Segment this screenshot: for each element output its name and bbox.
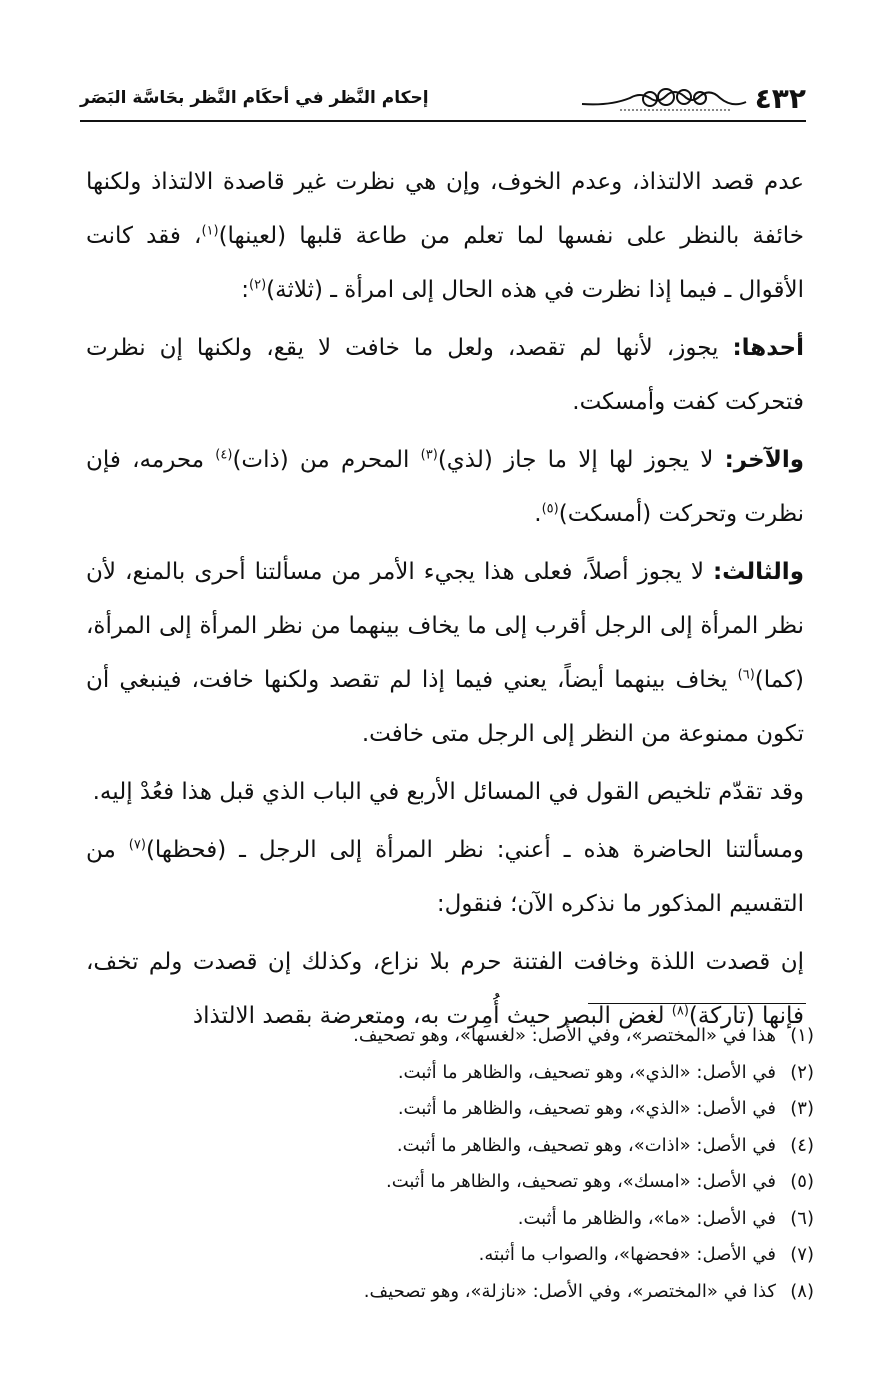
ornament-icon: [580, 84, 748, 114]
footnote-number: (٤): [790, 1134, 814, 1156]
footnote-ref[interactable]: (٥): [541, 501, 559, 517]
text-run: ، فقد كانت الأقوال ـ فيما إذا نظرت في هذه الحال إلى امرأة ـ (ثلاثة): [86, 223, 804, 303]
text-run: ومسألتنا الحاضرة هذه ـ أعني: نظر المرأة إلى الرجل ـ (فحظها): [145, 837, 804, 863]
footnote-2: [86, 1055, 814, 1092]
text-run: لغض البصر حيث أُمِرت به، ومتعرضة بقصد الالتذاذ: [192, 1003, 672, 1029]
footnote-3: [86, 1091, 814, 1128]
text-run: لا يجوز لها إلا ما جاز (لذي): [437, 447, 725, 473]
footnote-ref[interactable]: (٧): [128, 837, 146, 853]
running-title: إحكام النَّظر في أحكَام النَّظر بحَاسَّة البَصَر: [80, 88, 429, 108]
footnote-number: (٧): [790, 1244, 814, 1265]
footnote-ref[interactable]: (٤): [215, 447, 233, 463]
footnote-4: [86, 1128, 814, 1165]
page-number: ٤٣٢: [754, 82, 806, 115]
footnote-7: [86, 1237, 814, 1274]
paragraph-lead: والثالث:: [712, 559, 804, 585]
footnote-number: (٨): [790, 1280, 814, 1302]
page-header: [80, 78, 806, 118]
footnote-ref[interactable]: (١): [201, 223, 219, 239]
footnote-text: في الأصل: «الذي»، وهو تصحيف، والظاهر ما أثبت.: [397, 1061, 776, 1083]
footnote-text: كذا في «المختصر»، وفي الأصل: «نازلة»، وهو تصحيف.: [363, 1280, 776, 1302]
footnote-text: هذا في «المختصر»، وفي الأصل: «لغسها»، وهو تصحيف.: [353, 1025, 776, 1046]
paragraph-lead: أحدها:: [732, 335, 804, 361]
footnote-text: في الأصل: «فحضها»، والصواب ما أثبته.: [478, 1244, 776, 1265]
footnote-number: (٢): [790, 1061, 814, 1083]
footnote-text: في الأصل: «الذي»، وهو تصحيف، والظاهر ما أثبت.: [397, 1098, 776, 1119]
main-text: [86, 155, 804, 1047]
text-run: عدم قصد الالتذاذ، وعدم الخوف، وإن هي نظرت غير قاصدة الالتذاذ ولكنها خائفة بالنظر على نفسها لما تعلم من طاعة قلبها (لعينها): [86, 169, 804, 249]
footnote-1: [86, 1018, 814, 1055]
footnote-8: [86, 1274, 814, 1311]
text-run: :: [241, 277, 249, 303]
footnote-ref[interactable]: (٣): [420, 447, 438, 463]
text-run: يجوز، لأنها لم تقصد، ولعل ما خافت لا يقع، ولكنها إن نظرت فتحركت كفت وأمسكت.: [86, 335, 804, 415]
footnote-ref[interactable]: (٦): [737, 667, 755, 683]
footnote-text: في الأصل: «اذات»، وهو تصحيف، والظاهر ما أثبت.: [396, 1134, 776, 1156]
header-rule: [80, 120, 806, 122]
paragraph-6: [86, 823, 804, 931]
text-run: محرمه، فإن نظرت وتحركت (أمسكت): [86, 447, 804, 527]
footnote-number: (٦): [790, 1207, 814, 1229]
footnote-separator: [588, 1003, 806, 1004]
paragraph-lead: والآخر:: [724, 447, 804, 473]
paragraph-3: [86, 433, 804, 541]
footnote-5: [86, 1164, 814, 1201]
text-run: وقد تقدّم تلخيص القول في المسائل الأربع في الباب الذي قبل هذا فعُدْ إليه.: [92, 779, 804, 805]
text-run: المحرم من (ذات): [232, 447, 421, 473]
paragraph-4: [86, 545, 804, 761]
footnotes: [86, 1018, 814, 1310]
footnote-ref[interactable]: (٨): [671, 1003, 689, 1019]
paragraph-1: [86, 155, 804, 317]
footnote-text: في الأصل: «امسك»، وهو تصحيف، والظاهر ما أثبت.: [385, 1171, 776, 1192]
text-run: .: [534, 501, 542, 527]
footnote-ref[interactable]: (٢): [249, 277, 267, 293]
paragraph-5: [86, 765, 804, 819]
footnote-number: (١): [790, 1025, 814, 1046]
text-run: يخاف بينهما أيضاً، يعني فيما إذا لم تقصد ولكنها خافت، فينبغي أن تكون ممنوعة من النظر إلى الرجل متى خافت.: [86, 667, 804, 747]
footnote-number: (٥): [790, 1171, 814, 1192]
paragraph-2: [86, 321, 804, 429]
footnote-number: (٣): [790, 1098, 814, 1119]
footnote-text: في الأصل: «ما»، والظاهر ما أثبت.: [517, 1207, 776, 1229]
text-run: من التقسيم المذكور ما نذكره الآن؛ فنقول:: [86, 837, 804, 917]
text-run: إن قصدت اللذة وخافت الفتنة حرم بلا نزاع، وكذلك إن قصدت ولم تخف، فإنها (تاركة): [86, 949, 804, 1029]
footnote-6: [86, 1201, 814, 1238]
text-run: لا يجوز أصلاً، فعلى هذا يجيء الأمر من مسألتنا أحرى بالمنع، لأن نظر المرأة إلى الرجل أقرب إلى ما يخاف بينهما من نظر المرأة إلى المرأة، (كما): [86, 559, 804, 693]
